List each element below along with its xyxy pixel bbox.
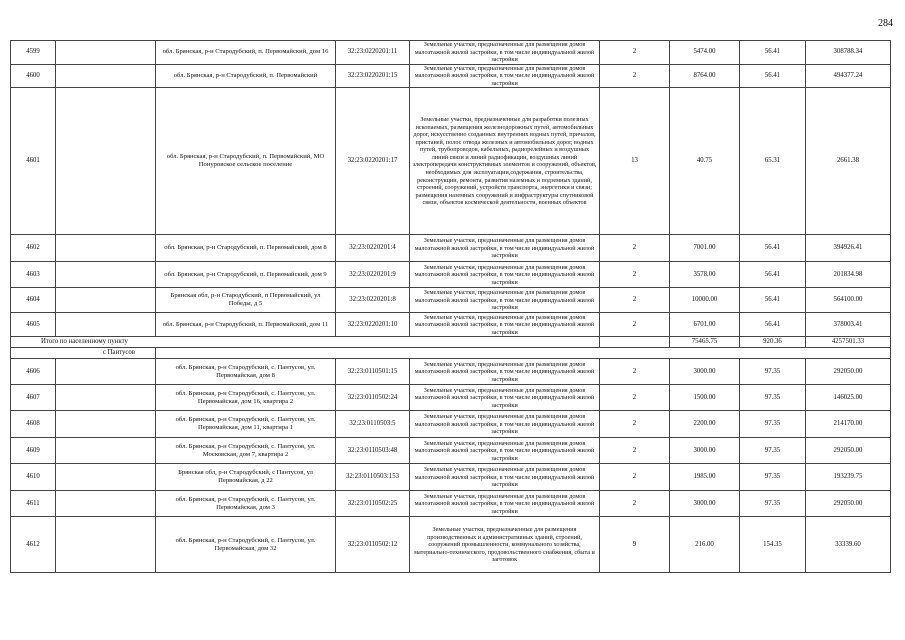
table-row xyxy=(11,64,891,88)
rate-cell: 56.41 xyxy=(740,313,806,337)
rate-cell: 65.31 xyxy=(740,88,806,235)
table-body xyxy=(11,41,891,573)
rate-cell: 97.35 xyxy=(740,464,806,491)
table-row xyxy=(11,88,891,235)
rate-cell: 97.35 xyxy=(740,438,806,464)
group-cell: 13 xyxy=(600,88,670,235)
cadastral-value-cell: 394926.41 xyxy=(806,235,891,262)
cadastral-value-cell: 292050.00 xyxy=(806,359,891,385)
summary-area: 75465.75 xyxy=(670,337,740,348)
empty-cell xyxy=(56,438,156,464)
area-cell: 5474.00 xyxy=(670,41,740,65)
land-use-cell: Земельные участки, предназначенные для размещения домов малоэтажной жилой застройки, в том числе индивидуальной жилой застройки xyxy=(410,235,600,262)
empty-cell xyxy=(56,88,156,235)
address-cell: обл. Брянская, р-н Стародубский, п. Первомайский, МО Понуровское сельское поселение xyxy=(156,88,336,235)
rate-cell: 56.41 xyxy=(740,235,806,262)
address-cell: обл. Брянская, р-н Стародубский, п. Первомайский xyxy=(156,64,336,88)
empty-cell xyxy=(600,337,670,348)
land-use-cell: Земельные участки, предназначенные для размещения домов малоэтажной жилой застройки, в том числе индивидуальной жилой застройки xyxy=(410,262,600,288)
locality-row xyxy=(11,348,891,359)
area-cell: 216.00 xyxy=(670,517,740,573)
group-cell: 2 xyxy=(600,464,670,491)
cadastral-value-cell: 308788.34 xyxy=(806,41,891,65)
empty-cell xyxy=(56,359,156,385)
cadastral-value-table xyxy=(10,40,891,573)
cadastral-value-cell: 378003.41 xyxy=(806,313,891,337)
empty-cell xyxy=(56,385,156,411)
table-row xyxy=(11,313,891,337)
area-cell: 3578.00 xyxy=(670,262,740,288)
land-use-cell: Земельные участки, предназначенные для размещения домов малоэтажной жилой застройки, в том числе индивидуальной жилой застройки xyxy=(410,385,600,411)
empty-cell xyxy=(56,41,156,65)
row-number: 4609 xyxy=(11,438,56,464)
land-use-cell: Земельные участки, предназначенные для размещения производственных и административных зданий, строений, сооружений промышленности, коммунального хозяйства, материально-технического, продовольственного снабжения, сбыта и заготовок xyxy=(410,517,600,573)
cadastral-number-cell: 32:23:0110502:12 xyxy=(336,517,410,573)
rate-cell: 97.35 xyxy=(740,359,806,385)
row-number: 4605 xyxy=(11,313,56,337)
rate-cell: 154.35 xyxy=(740,517,806,573)
page-number: 284 xyxy=(878,18,893,29)
cadastral-value-cell: 494377.24 xyxy=(806,64,891,88)
address-cell: обл. Брянская, р-н Стародубский, п. Первомайский, дом 16 xyxy=(156,41,336,65)
area-cell: 1500.00 xyxy=(670,385,740,411)
table-row xyxy=(11,359,891,385)
group-cell: 2 xyxy=(600,41,670,65)
summary-row xyxy=(11,337,891,348)
empty-cell xyxy=(56,288,156,313)
cadastral-value-cell: 146025.00 xyxy=(806,385,891,411)
summary-rate: 920.36 xyxy=(740,337,806,348)
land-use-cell: Земельные участки, предназначенные для размещения домов малоэтажной жилой застройки, в том числе индивидуальной жилой застройки xyxy=(410,359,600,385)
address-cell: обл. Брянская, р-н Стародубский, с. Пантусов, ул. Первомайская, дом 11, квартира 1 xyxy=(156,411,336,438)
group-cell: 2 xyxy=(600,385,670,411)
rate-cell: 56.41 xyxy=(740,64,806,88)
empty-cell xyxy=(56,464,156,491)
address-cell: обл. Брянская, р-н Стародубский, с. Пантусов, ул. Первомайская, дом 16, квартира 2 xyxy=(156,385,336,411)
cadastral-value-cell: 564100.00 xyxy=(806,288,891,313)
cadastral-number-cell: 32:23:0220201:15 xyxy=(336,64,410,88)
area-cell: 8764.00 xyxy=(670,64,740,88)
table-row xyxy=(11,235,891,262)
cadastral-value-cell: 201834.98 xyxy=(806,262,891,288)
row-number: 4603 xyxy=(11,262,56,288)
address-cell: обл. Брянская, р-н Стародубский, с. Пантусов, ул. Первомайская, дом 8 xyxy=(156,359,336,385)
group-cell: 2 xyxy=(600,438,670,464)
address-cell: обл. Брянская, р-н Стародубский, п. Первомайский, дом 9 xyxy=(156,262,336,288)
table-row xyxy=(11,411,891,438)
group-cell: 9 xyxy=(600,517,670,573)
area-cell: 7001.00 xyxy=(670,235,740,262)
address-cell: Брянская обл, р-н Стародубский, п Первомайский, ул Победы, д 5 xyxy=(156,288,336,313)
cadastral-number-cell: 32:23:0110501:15 xyxy=(336,359,410,385)
cadastral-number-cell: 32:23:0110503:48 xyxy=(336,438,410,464)
rate-cell: 56.41 xyxy=(740,41,806,65)
cadastral-value-cell: 214170.00 xyxy=(806,411,891,438)
row-number: 4601 xyxy=(11,88,56,235)
row-number: 4608 xyxy=(11,411,56,438)
rate-cell: 56.41 xyxy=(740,262,806,288)
area-cell: 10000.00 xyxy=(670,288,740,313)
cadastral-number-cell: 32:23:0220201:11 xyxy=(336,41,410,65)
table-row xyxy=(11,491,891,517)
row-number: 4607 xyxy=(11,385,56,411)
area-cell: 2200.00 xyxy=(670,411,740,438)
cadastral-value-cell: 33339.60 xyxy=(806,517,891,573)
empty-cell xyxy=(56,235,156,262)
address-cell: обл. Брянская, р-н Стародубский, п. Первомайский, дом 11 xyxy=(156,313,336,337)
land-use-cell: Земельные участки, предназначенные для размещения домов малоэтажной жилой застройки, в том числе индивидуальной жилой застройки xyxy=(410,288,600,313)
cadastral-value-cell: 193239.75 xyxy=(806,464,891,491)
summary-label: Итого по населенному пункту xyxy=(11,337,600,348)
group-cell: 2 xyxy=(600,411,670,438)
address-cell: обл. Брянская, р-н Стародубский, с. Пантусов, ул. Первомайская, дом 3 xyxy=(156,491,336,517)
cadastral-number-cell: 32:23:0220201:4 xyxy=(336,235,410,262)
table-row xyxy=(11,438,891,464)
group-cell: 2 xyxy=(600,64,670,88)
group-cell: 2 xyxy=(600,235,670,262)
land-use-cell: Земельные участки, предназначенные для размещения домов малоэтажной жилой застройки, в том числе индивидуальной жилой застройки xyxy=(410,464,600,491)
land-use-cell: Земельные участки, предназначенные для размещения домов малоэтажной жилой застройки, в том числе индивидуальной жилой застройки xyxy=(410,411,600,438)
area-cell: 3000.00 xyxy=(670,438,740,464)
cadastral-value-cell: 292050.00 xyxy=(806,438,891,464)
row-number: 4606 xyxy=(11,359,56,385)
area-cell: 3000.00 xyxy=(670,359,740,385)
rate-cell: 56.41 xyxy=(740,288,806,313)
area-cell: 1985.00 xyxy=(670,464,740,491)
cadastral-value-cell: 292050.00 xyxy=(806,491,891,517)
cadastral-number-cell: 32:23:0110503:5 xyxy=(336,411,410,438)
row-number: 4599 xyxy=(11,41,56,65)
cadastral-value-cell: 2661.38 xyxy=(806,88,891,235)
table-row xyxy=(11,41,891,65)
group-cell: 2 xyxy=(600,359,670,385)
area-cell: 3000.00 xyxy=(670,491,740,517)
cadastral-number-cell: 32:23:0220201:17 xyxy=(336,88,410,235)
group-cell: 2 xyxy=(600,313,670,337)
group-cell: 2 xyxy=(600,262,670,288)
table-row xyxy=(11,464,891,491)
cadastral-number-cell: 32:23:0220201:8 xyxy=(336,288,410,313)
area-cell: 40.75 xyxy=(670,88,740,235)
row-number: 4612 xyxy=(11,517,56,573)
table-row xyxy=(11,385,891,411)
rate-cell: 97.35 xyxy=(740,385,806,411)
locality-label: с Пантусов xyxy=(11,348,156,359)
table-row xyxy=(11,517,891,573)
group-cell: 2 xyxy=(600,491,670,517)
land-use-cell: Земельные участки, предназначенные для разработки полезных ископаемых, размещения железнодорожных путей, автомобильных дорог, искусственно созданных внутренних водных путей, причалов, пристаней, полос отвода железных и автомобильных дорог, водных путей, трубопроводов, кабельных, радиорелейных и воздушных линий связи и линий радиофикации, воздушных линий электропередачи конструктивных элементов и сооружений, объектов, необходимых для эксплуатации,содержания, строительства, реконструкции, ремонта, развития наземных и подземных зданий, строений, сооружений, устройств транспорта, энергетики и связи; размещения наземных сооружений и инфраструктуры спутниковой связи, объектов космической деятельности, военных объектов xyxy=(410,88,600,235)
cadastral-number-cell: 32:23:0220201:9 xyxy=(336,262,410,288)
land-use-cell: Земельные участки, предназначенные для размещения домов малоэтажной жилой застройки, в том числе индивидуальной жилой застройки xyxy=(410,491,600,517)
rate-cell: 97.35 xyxy=(740,491,806,517)
land-use-cell: Земельные участки, предназначенные для размещения домов малоэтажной жилой застройки, в том числе индивидуальной жилой застройки xyxy=(410,313,600,337)
row-number: 4602 xyxy=(11,235,56,262)
empty-cell xyxy=(56,262,156,288)
row-number: 4610 xyxy=(11,464,56,491)
empty-cell xyxy=(156,348,891,359)
cadastral-number-cell: 32:23:0110503:153 xyxy=(336,464,410,491)
group-cell: 2 xyxy=(600,288,670,313)
rate-cell: 97.35 xyxy=(740,411,806,438)
empty-cell xyxy=(56,491,156,517)
cadastral-number-cell: 32:23:0220201:10 xyxy=(336,313,410,337)
row-number: 4611 xyxy=(11,491,56,517)
cadastral-number-cell: 32:23:0110502:25 xyxy=(336,491,410,517)
table-row xyxy=(11,262,891,288)
land-use-cell: Земельные участки, предназначенные для размещения домов малоэтажной жилой застройки, в том числе индивидуальной жилой застройки xyxy=(410,41,600,65)
address-cell: обл. Брянская, р-н Стародубский, с. Пантусов, ул. Первомайская, дом 32 xyxy=(156,517,336,573)
row-number: 4600 xyxy=(11,64,56,88)
row-number: 4604 xyxy=(11,288,56,313)
empty-cell xyxy=(56,313,156,337)
address-cell: Брянская обл, р-н Стародубский, с Пантусов, ул Первомайская, д 22 xyxy=(156,464,336,491)
cadastral-number-cell: 32:23:0110502:24 xyxy=(336,385,410,411)
land-use-cell: Земельные участки, предназначенные для размещения домов малоэтажной жилой застройки, в том числе индивидуальной жилой застройки xyxy=(410,438,600,464)
address-cell: обл. Брянская, р-н Стародубский, п. Первомайский, дом 8 xyxy=(156,235,336,262)
land-use-cell: Земельные участки, предназначенные для размещения домов малоэтажной жилой застройки, в том числе индивидуальной жилой застройки xyxy=(410,64,600,88)
empty-cell xyxy=(56,517,156,573)
summary-value: 4257501.33 xyxy=(806,337,891,348)
empty-cell xyxy=(56,411,156,438)
empty-cell xyxy=(56,64,156,88)
address-cell: обл. Брянская, р-н Стародубский, с. Пантусов, ул. Московская, дом 7, квартира 2 xyxy=(156,438,336,464)
area-cell: 6701.00 xyxy=(670,313,740,337)
table-row xyxy=(11,288,891,313)
